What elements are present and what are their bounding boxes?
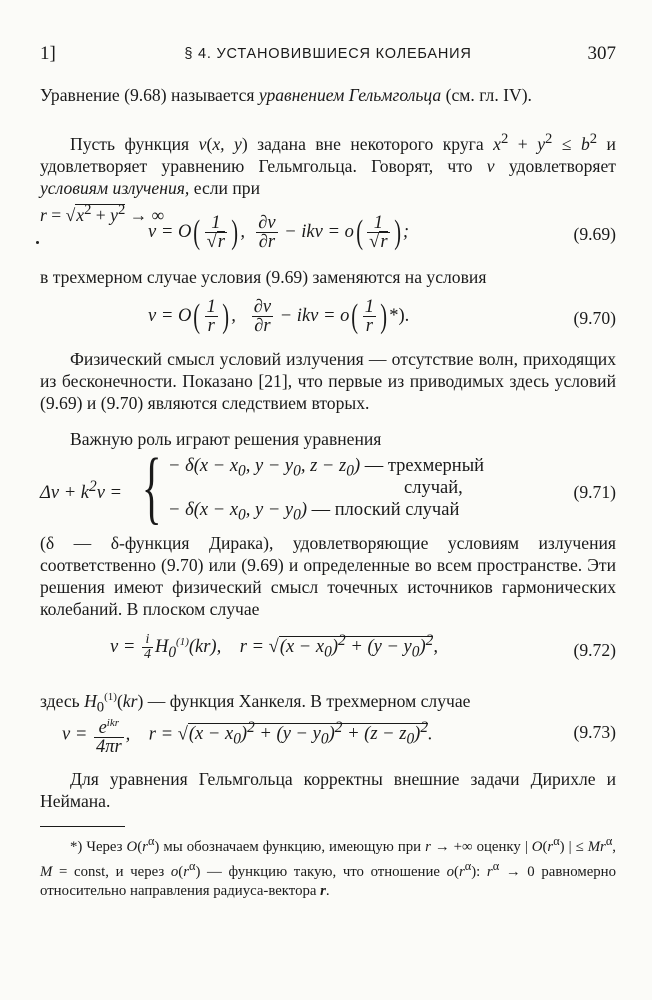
paragraph-3d: в трехмерном случае условия (9.69) заменяются на условия <box>40 267 487 287</box>
text: если при <box>189 177 261 198</box>
formula: v = O( $\frac{1}{√r}$ ) , $\frac{\partial v}{\partial r}$ − ikv = o( $\frac{1}{√r}$ ) ; <box>148 213 410 252</box>
brace: { <box>141 441 162 532</box>
header-left: 1] <box>40 43 56 64</box>
paragraph-solutions: Важную роль играют решения уравнения <box>70 429 382 449</box>
text: равномерно относительно направления радиуса-вектора <box>40 863 616 899</box>
text: — функцию такую, что отношение <box>200 863 447 880</box>
paragraph-hankel: здесь $H_0^{(1)}(kr)$ — функция Ханкеля. В трехмерном случае <box>40 690 471 716</box>
formula: x <box>493 133 501 154</box>
text: мы обозначаем функцию, имеющую при <box>159 838 426 855</box>
footnote: *) Через $O(r^\alpha)$ мы обозначаем функцию, имеющую при r → +∞ оценку | $O(r^\alpha)$ | ≤ $Mr^\alpha$, M = const, и через $o(r^\alpha)$ — функцию такую, что отношение $o(r^\alpha)$: $r^\alpha \to 0$ равномерно относительно направления радиуса-вектора r. <box>40 834 616 899</box>
running-header <box>40 43 616 65</box>
text: — функция Ханкеля. В трехмерном случае <box>143 690 471 711</box>
text: Пусть функция <box>70 133 199 154</box>
text: задана вне некоторого круга <box>247 133 494 154</box>
text: Уравнение (9.68) называется <box>40 85 259 105</box>
equation-number: (9.72) <box>573 640 616 660</box>
text: здесь <box>40 690 85 711</box>
formula: v <box>198 133 207 154</box>
section-title: § 4. УСТАНОВИВШИЕСЯ КОЛЕБАНИЯ <box>184 46 472 62</box>
formula: v <box>486 155 495 176</box>
term-radiation: условиям излучения, <box>40 177 190 198</box>
equation-9-72 <box>40 628 616 676</box>
formula: v = $\frac{i}{4}$ $H_0^{(1)}(kr)$, $r = √(x - x_0)^2 + (y - y_0)^2$, <box>110 632 438 663</box>
equation-number: (9.70) <box>573 308 616 328</box>
equation-9-71 <box>40 441 616 532</box>
case-3d-cont: случай, <box>404 478 463 498</box>
paragraph-physical-meaning: Физический смысл условий излучения — отсутствие волн, приходящих из бесконечности. Показано [21], что первые из приводимых здесь условий (9.69) и (9.70) являются следствием вторых. <box>40 349 616 413</box>
equation-number: (9.71) <box>573 482 616 502</box>
term-helmholtz: уравнением Гельмгольца <box>258 85 442 105</box>
formula: H <box>84 690 97 711</box>
paragraph-radiation: Пусть функция v(x, y) задана вне некоторого круга $x^2 + y^2 \le b^2$ и удовлетворяет уравнению Гельмгольца. Говорят, что v удовлетворяет условиям излучения, если при $r = √x^2 + y^2$ → ∞ <box>40 131 616 225</box>
equation-number: (9.69) <box>573 224 616 244</box>
text: *) Через <box>70 838 127 855</box>
equation-number: (9.73) <box>573 722 616 742</box>
footnote-mark: *). <box>389 305 410 326</box>
formula: $\Delta v + k^2v$ = <box>40 478 123 504</box>
paragraph-dirac: (δ — δ-функция Дирака), удовлетворяющие условиям излучения соответственно (9.70) или (9.69) и определенные во всем пространстве. Эти решения имеют физический смысл точечных источников гармонических колебаний. В плоском случае <box>40 533 616 619</box>
footnote-rule <box>40 826 125 827</box>
print-speck <box>36 241 39 244</box>
page-number: 307 <box>587 43 616 64</box>
formula: r <box>40 204 47 225</box>
equation-9-73 <box>40 710 616 758</box>
case-2d: − $\delta(x - x_0$, $y - y_0$) — плоский случай <box>168 500 460 524</box>
equation-9-69 <box>40 210 616 258</box>
text: и через <box>108 863 171 880</box>
formula: v = O( $\frac{1}{r}$ ) , $\frac{\partial v}{\partial r}$ − ikv = o( $\frac{1}{r}$ ) *). <box>148 297 410 336</box>
text: оценку <box>472 838 525 855</box>
text: (см. гл. IV). <box>441 85 532 105</box>
text: и удовлетворяет уравнению Гельмгольца. Говорят, что <box>40 133 616 176</box>
equation-9-70 <box>40 294 616 342</box>
case-3d: − $\delta(x - x_0$, $y - y_0$, $z - z_0$) — трехмерный <box>168 456 485 480</box>
paragraph-dirichlet: Для уравнения Гельмгольца корректны внешние задачи Дирихле и Неймана. <box>40 769 616 811</box>
paragraph-helmholtz <box>40 84 616 106</box>
formula: v = $\frac{e^{ikr}}{4\pi r}$ , $r = √(x - x_0)^2 + (y - y_0)^2 + (z - z_0)^2$. <box>62 714 433 756</box>
text: удовлетворяет <box>494 155 616 176</box>
